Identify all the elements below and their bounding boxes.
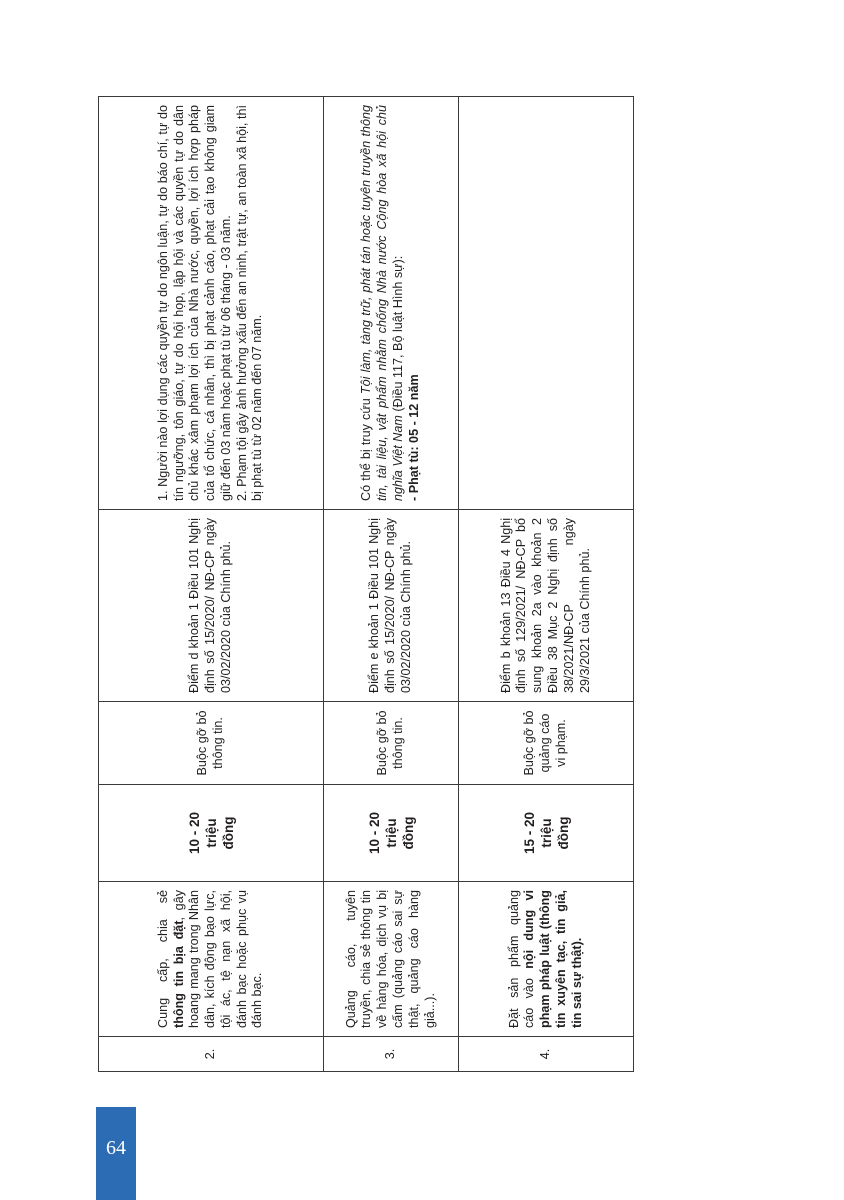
remedy-measure: Buộc gỡ bỏ thông tin. xyxy=(324,702,459,785)
violation-act: Đặt sản phẩm quảng cáo vào nội dung vi phạm pháp luật (thông tin xuyên tạc, tin giả, tin sai sự thật). xyxy=(459,882,634,1037)
criminal-liability xyxy=(459,97,634,510)
table-row xyxy=(324,97,459,1072)
table-row xyxy=(459,97,634,1072)
remedy-measure: Buộc gỡ bỏ thông tin. xyxy=(99,702,324,785)
fine-amount: 10 - 20 triệu đồng xyxy=(99,785,324,882)
violation-table xyxy=(98,96,634,1072)
page-number: 64 xyxy=(106,1137,126,1159)
violation-act: Cung cấp, chia sẻ thông tin bịa đặt, gây hoang mang trong Nhân dân, kích động bạo lực, tội ác, tệ nạn xã hội, đánh bạc hoặc phục vụ đánh bạc. xyxy=(99,882,324,1037)
criminal-liability xyxy=(99,97,324,510)
legal-basis: Điểm b khoản 13 Điều 4 Nghị định số 129/2021/ NĐ-CP bổ sung khoản 2a vào khoản 2 Điều 38 Mục 2 Nghị định số 38/2021/NĐ-CP ngày 29/3/2021 của Chính phủ. xyxy=(459,510,634,702)
prison-penalty: - Phạt tù: 05 - 12 năm xyxy=(406,374,421,501)
page-number-tab xyxy=(96,1107,136,1200)
legal-basis: Điểm e khoản 1 Điều 101 Nghị định số 15/2020/ NĐ-CP ngày 03/02/2020 của Chính phủ. xyxy=(324,510,459,702)
criminal-liability: Có thể bị truy cứu Tội làm, tàng trữ, phát tán hoặc tuyên truyền thông tin, tài liệu, vật phẩm nhằm chống Nhà nước Cộng hòa xã hội chủ nghĩa Việt Nam (Điều 117, Bộ luật Hình sự): - Phạt tù: 05 - 12 năm xyxy=(324,97,459,510)
crime-clause-1: 1. Người nào lợi dụng các quyền tự do ngôn luận, tự do báo chí, tự do tín ngưỡng, tôn giáo, tự do hội họp, lập hội và các quyền tự do dân chủ khác xâm phạm lợi ích của Nhà nước, quyền, lợi ích hợp pháp của tổ chức, cá nhân, thì bị phạt cảnh cáo, phạt cải tạo không giam giữ đến 03 năm hoặc phạt tù từ 06 tháng - 03 năm. xyxy=(155,105,233,501)
crime-clause-2: 2. Phạm tội gây ảnh hưởng xấu đến an ninh, trật tự, an toàn xã hội, thì bị phạt tù từ 02 năm đến 07 năm. xyxy=(234,105,265,501)
rotated-regulation-table xyxy=(98,97,633,1072)
table-row xyxy=(99,97,324,1072)
fine-amount: 10 - 20 triệu đồng xyxy=(324,785,459,882)
legal-basis: Điểm d khoản 1 Điều 101 Nghị định số 15/2020/ NĐ-CP ngày 03/02/2020 của Chính phủ. xyxy=(99,510,324,702)
violation-act: Quảng cáo, tuyên truyền, chia sẻ thông tin về hàng hóa, dịch vụ bị cấm (quảng cáo sai sự thật, quảng cáo hàng giả...). xyxy=(324,882,459,1037)
row-number: 2. xyxy=(99,1037,324,1072)
row-number: 3. xyxy=(324,1037,459,1072)
remedy-measure: Buộc gỡ bỏ quảng cáo vi phạm. xyxy=(459,702,634,785)
fine-amount: 15 - 20 triệu đồng xyxy=(459,785,634,882)
row-number: 4. xyxy=(459,1037,634,1072)
